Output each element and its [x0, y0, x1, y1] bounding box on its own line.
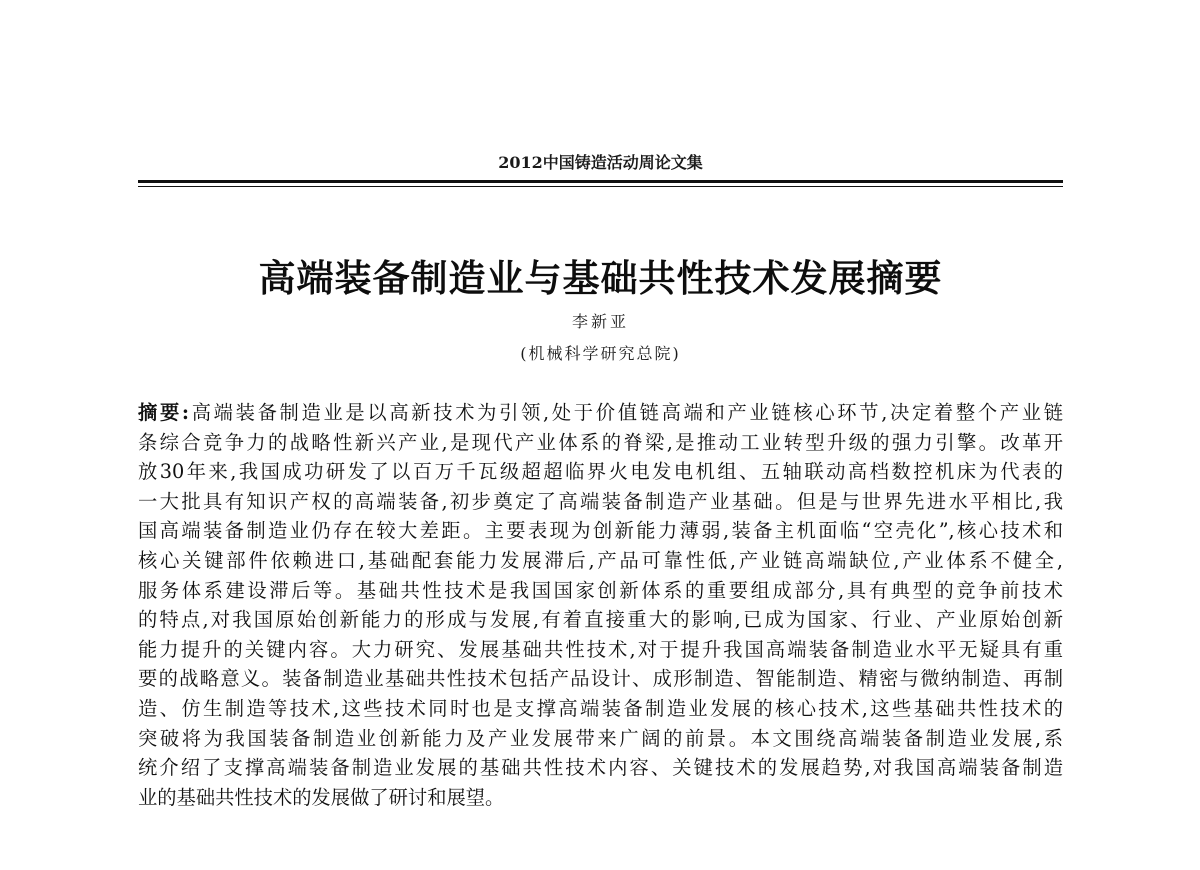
- abstract-line: 能力提升的关键内容。大力研究、发展基础共性技术,对于提升我国高端装备制造业水平无疑具有重: [138, 637, 1063, 661]
- abstract-label: 摘要:: [138, 401, 190, 424]
- abstract-line: 核心关键部件依赖进口,基础配套能力发展滞后,产品可靠性低,产业链高端缺位,产业体系不健全,: [138, 548, 1063, 572]
- abstract-line: 摘要:高端装备制造业是以高新技术为引领,处于价值链高端和产业链核心环节,决定着整个产业链: [138, 401, 1063, 424]
- abstract-line: 业的基础共性技术的发展做了研讨和展望。: [138, 785, 505, 809]
- abstract-line: 造、仿生制造等技术,这些技术同时也是支撑高端装备制造业发展的核心技术,这些基础共性技术的: [138, 696, 1063, 720]
- abstract-line: 的特点,对我国原始创新能力的形成与发展,有着直接重大的影响,已成为国家、行业、产业原始创新: [138, 608, 1063, 632]
- abstract-line: 国高端装备制造业仍存在较大差距。主要表现为创新能力薄弱,装备主机面临“空壳化”,核心技术和: [138, 519, 1063, 543]
- abstract-line: 条综合竞争力的战略性新兴产业,是现代产业体系的脊梁,是推动工业转型升级的强力引擎。改革开: [138, 430, 1063, 454]
- author-affiliation: (机械科学研究总院): [520, 344, 681, 363]
- header-rule-thin: [138, 186, 1063, 187]
- abstract-line: 服务体系建设滞后等。基础共性技术是我国国家创新体系的重要组成部分,具有典型的竞争前技术: [138, 578, 1063, 602]
- abstract-line: 突破将为我国装备制造业创新能力及产业发展带来广阔的前景。本文围绕高端装备制造业发展,系: [138, 726, 1063, 750]
- author-name: 李新亚: [571, 312, 629, 331]
- abstract-line: 放30年来,我国成功研发了以百万千瓦级超超临界火电发电机组、五轴联动高档数控机床为代表的: [138, 460, 1063, 484]
- abstract-block: [138, 398, 1063, 812]
- abstract-line: 统介绍了支撑高端装备制造业发展的基础共性技术内容、关键技术的发展趋势,对我国高端装备制造: [138, 756, 1063, 780]
- header-rule-thick: [138, 180, 1063, 183]
- abstract-line: 要的战略意义。装备制造业基础共性技术包括产品设计、成形制造、智能制造、精密与微纳制造、再制: [138, 667, 1063, 691]
- running-header: 2012中国铸造活动周论文集: [498, 153, 703, 172]
- abstract-line: 一大批具有知识产权的高端装备,初步奠定了高端装备制造产业基础。但是与世界先进水平相比,我: [138, 489, 1063, 513]
- paper-title: 高端装备制造业与基础共性技术发展摘要: [258, 257, 943, 300]
